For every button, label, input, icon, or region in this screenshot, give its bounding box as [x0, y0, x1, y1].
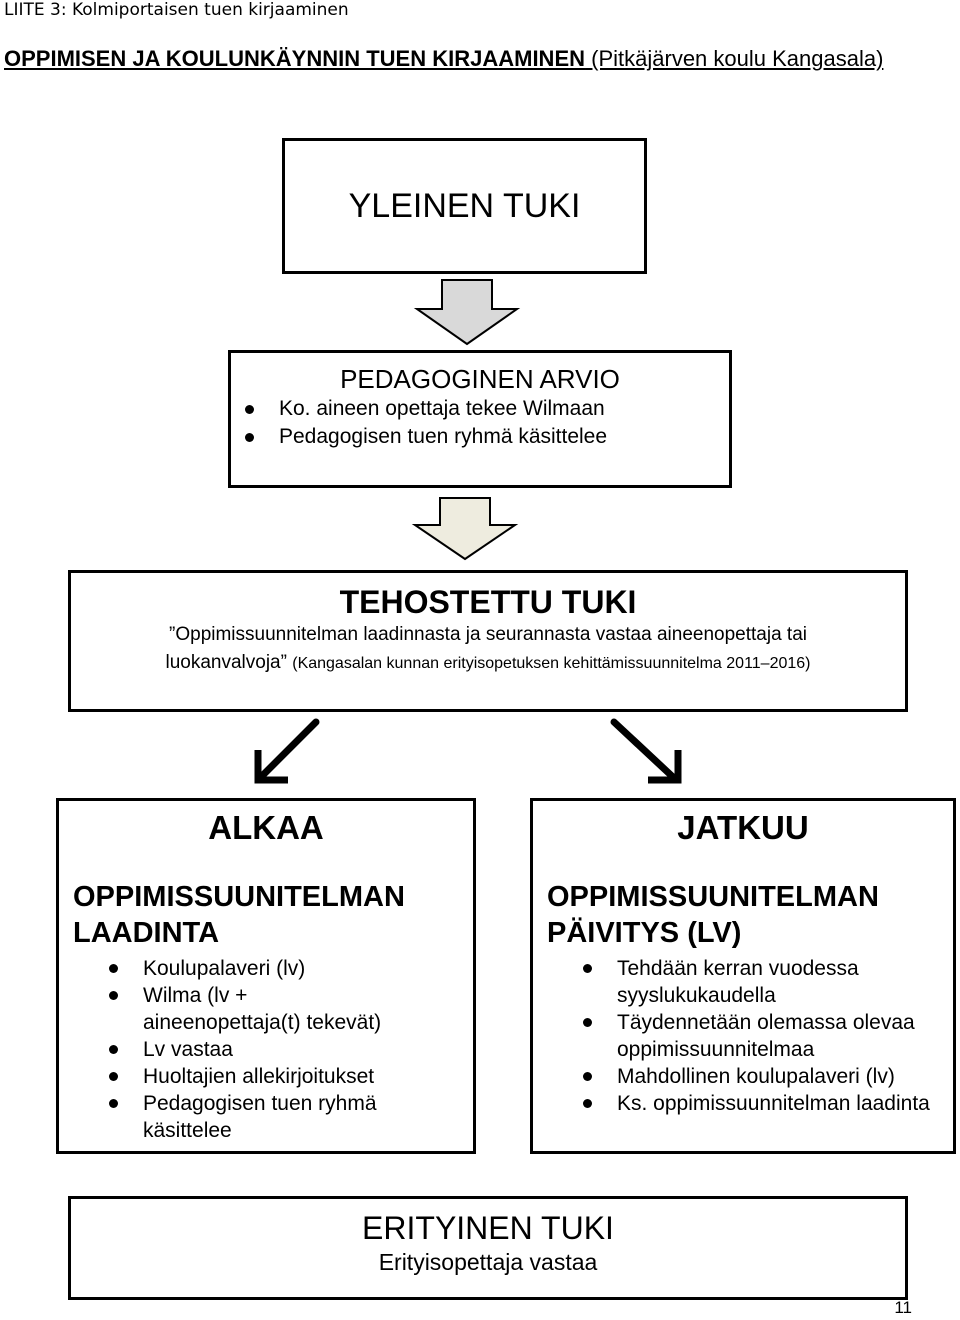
list-item: Mahdollinen koulupalaveri (lv) [577, 1063, 941, 1090]
pedagoginen-arvio-title: PEDAGOGINEN ARVIO [340, 364, 620, 394]
alkaa-subtitle-line2: LAADINTA [73, 917, 220, 949]
list-item: Tehdään kerran vuodessa syyslukukaudella [577, 955, 941, 1009]
list-item: Täydennetään olemassa olevaa oppimissuunnitelmaa [577, 1009, 941, 1063]
list-item: Lv vastaa [103, 1036, 403, 1063]
down-arrow-icon [410, 496, 520, 562]
document-title-main: OPPIMISEN JA KOULUNKÄYNNIN TUEN KIRJAAMINEN [4, 46, 586, 71]
alkaa-subtitle [73, 879, 473, 951]
jatkuu-subtitle [547, 879, 953, 951]
tehostettu-tuki-quote-end: luokanvalvoja” [165, 652, 293, 673]
jatkuu-list [577, 955, 941, 1117]
box-alkaa [56, 798, 476, 1154]
tehostettu-tuki-title: TEHOSTETTU TUKI [339, 584, 637, 620]
down-arrow-icon [412, 278, 522, 346]
list-item: Ko. aineen opettaja tekee Wilmaan [239, 395, 729, 423]
document-title [4, 44, 904, 74]
box-yleinen-tuki [282, 138, 647, 274]
box-pedagoginen-arvio [228, 350, 732, 488]
list-item: Ks. oppimissuunnitelman laadinta [577, 1090, 941, 1117]
tehostettu-tuki-reference: (Kangasalan kunnan erityisopetuksen kehittämissuunnitelma 2011–2016) [292, 655, 811, 672]
tehostettu-tuki-quote: ”Oppimissuunnitelman laadinnasta ja seurannasta vastaa aineenopettaja tai [169, 624, 807, 645]
list-item: Pedagogisen tuen ryhmä käsittelee [103, 1090, 403, 1144]
alkaa-list [103, 955, 403, 1144]
tehostettu-tuki-source [71, 649, 905, 678]
list-item: Huoltajien allekirjoitukset [103, 1063, 403, 1090]
list-item: Wilma (lv + aineenopettaja(t) tekevät) [103, 982, 403, 1036]
box-tehostettu-tuki [68, 570, 908, 712]
box-jatkuu [530, 798, 956, 1154]
arrow-down-left-icon [246, 716, 326, 788]
appendix-label: LIITE 3: Kolmiportaisen tuen kirjaaminen [4, 0, 349, 20]
erityinen-tuki-title: ERITYINEN TUKI [362, 1210, 614, 1246]
jatkuu-title: JATKUU [677, 809, 809, 846]
alkaa-title: ALKAA [208, 809, 324, 846]
arrow-down-right-icon [606, 716, 690, 788]
jatkuu-subtitle-line2: PÄIVITYS (LV) [547, 917, 742, 949]
pedagoginen-arvio-list [239, 395, 729, 451]
erityinen-tuki-subtitle: Erityisopettaja vastaa [378, 1249, 598, 1275]
alkaa-subtitle-line1: OPPIMISSUUNITELMAN [73, 881, 405, 913]
jatkuu-subtitle-line1: OPPIMISSUUNITELMAN [547, 881, 879, 913]
list-item: Pedagogisen tuen ryhmä käsittelee [239, 423, 729, 451]
list-item: Koulupalaveri (lv) [103, 955, 403, 982]
page-number: 11 [894, 1298, 912, 1317]
yleinen-tuki-title: YLEINEN TUKI [348, 187, 581, 225]
box-erityinen-tuki [68, 1196, 908, 1300]
document-title-sub: (Pitkäjärven koulu Kangasala) [585, 46, 884, 71]
